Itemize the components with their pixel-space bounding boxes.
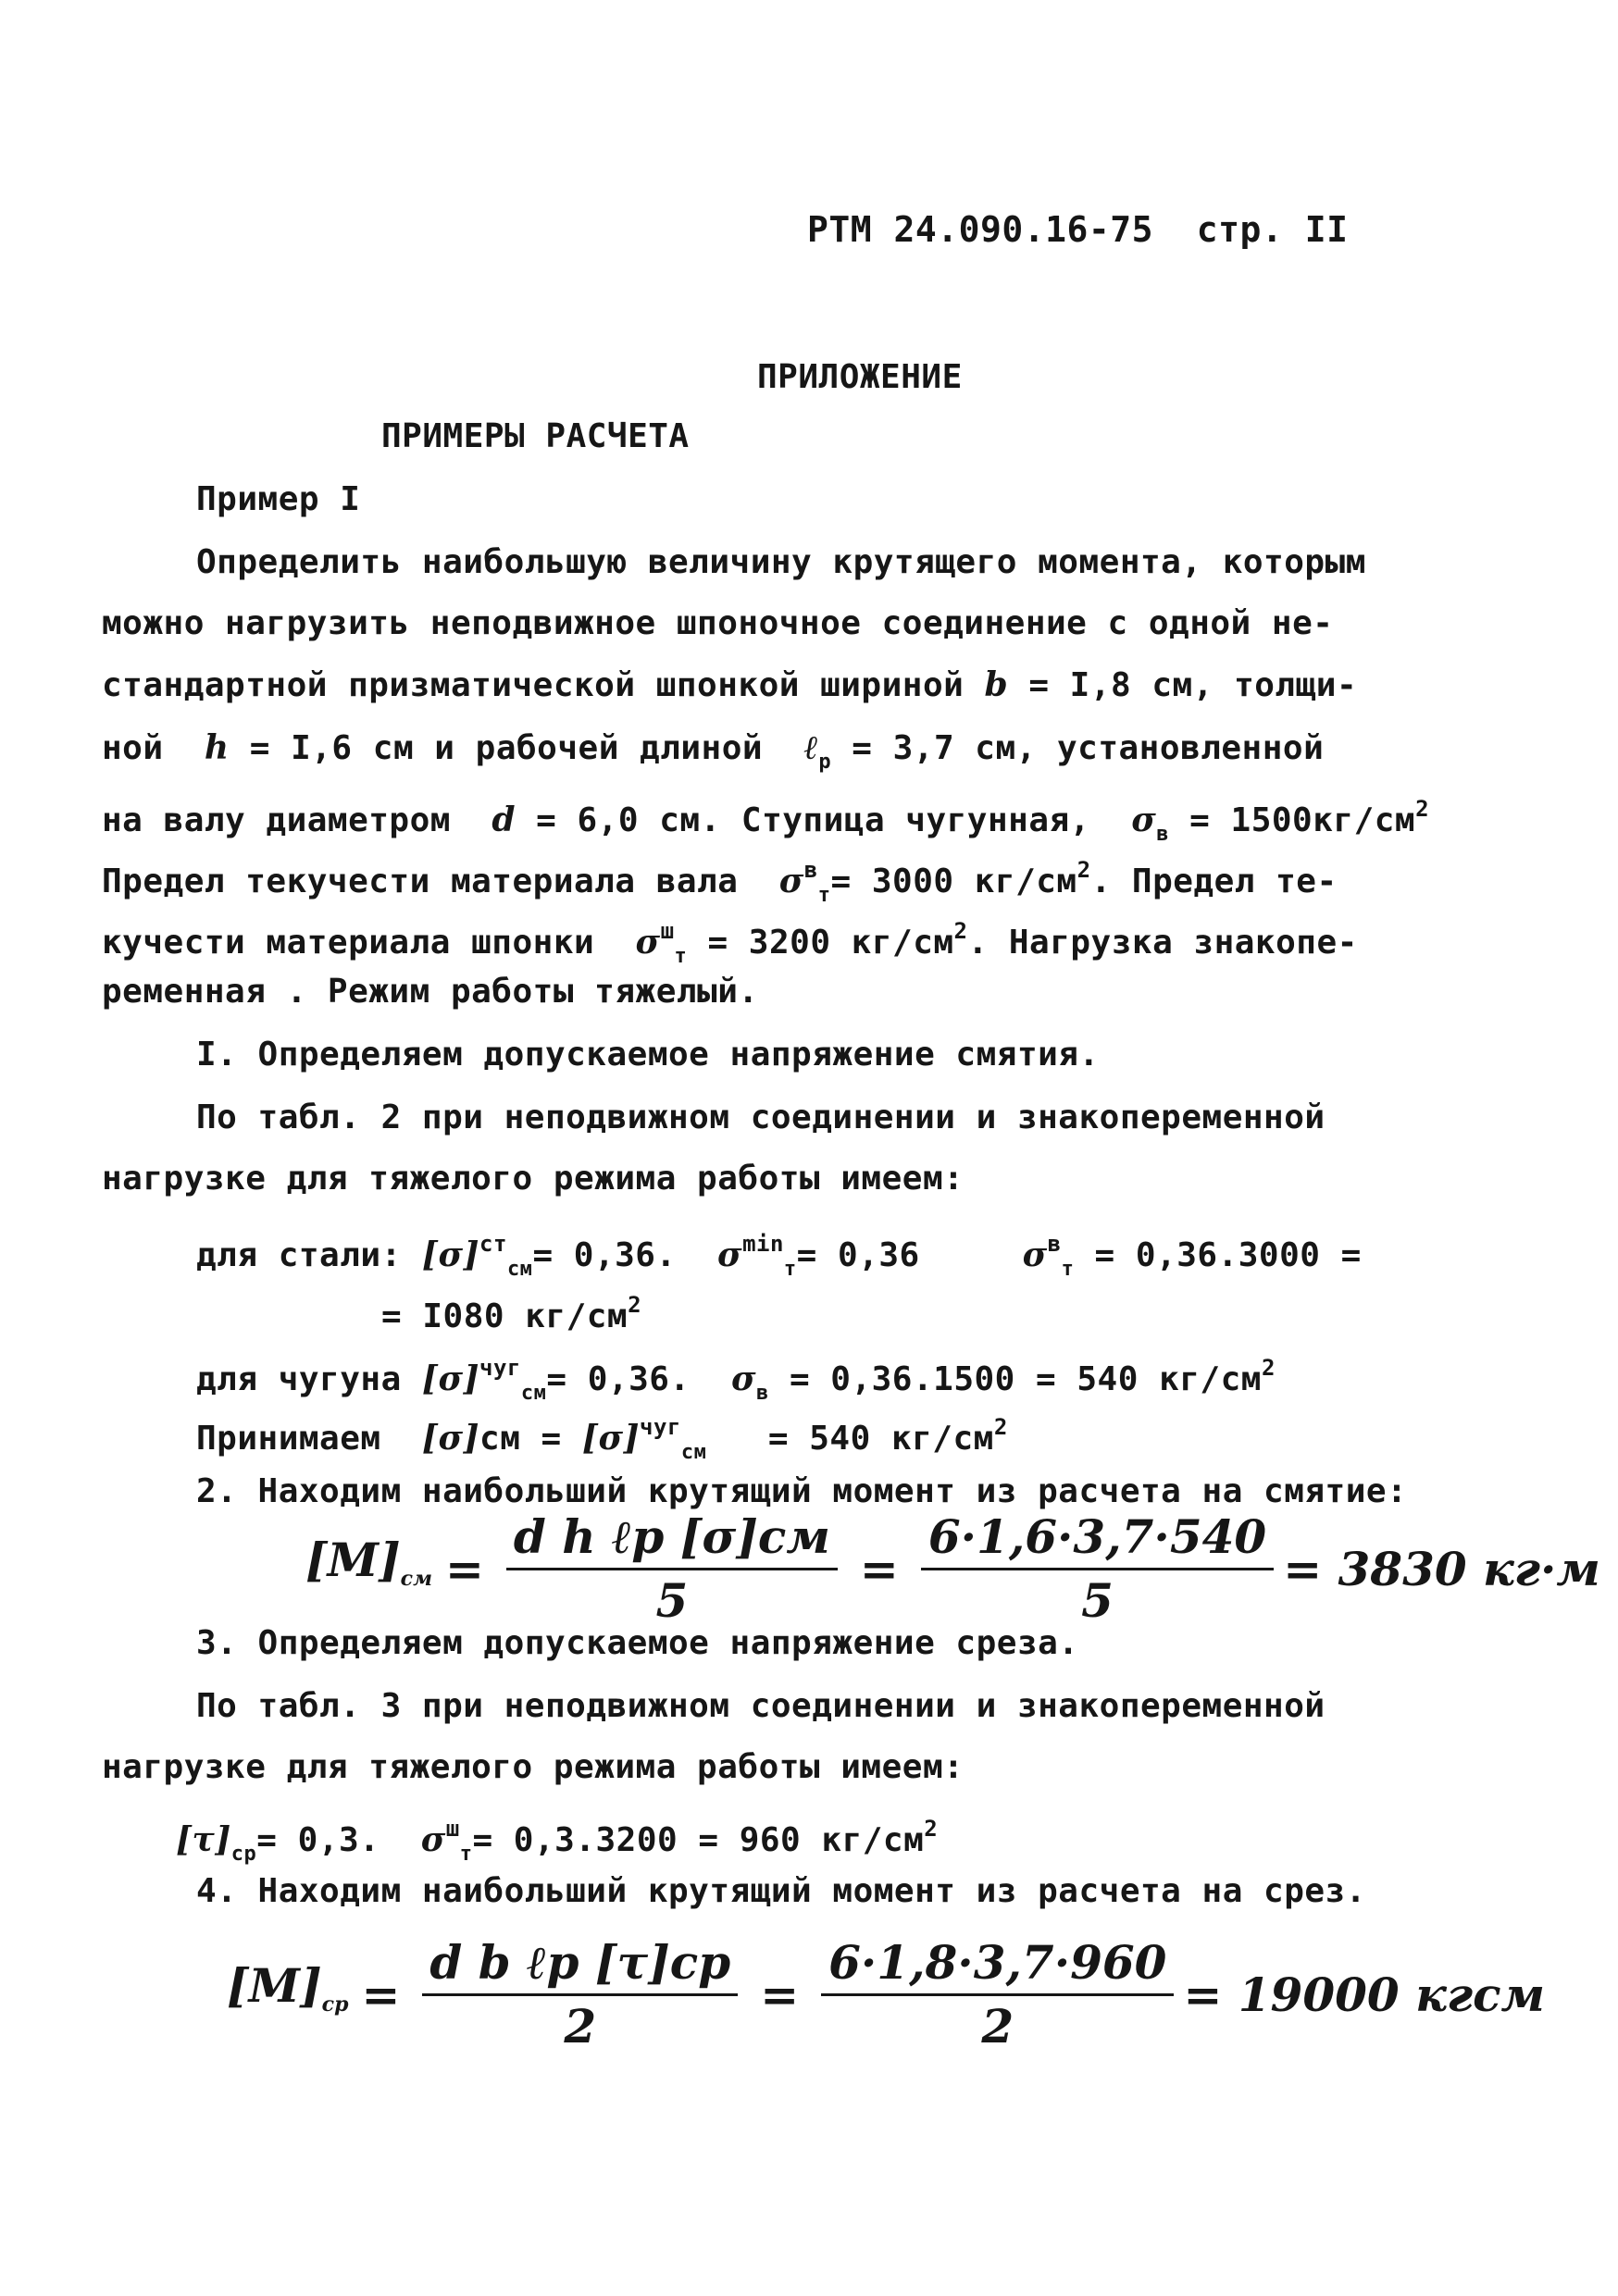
step4-title: 4. Находим наибольший крутящий момент из расчета на срез.	[196, 1872, 1366, 1910]
step1-line-2: нагрузке для тяжелого режима работы имеем:	[102, 1160, 965, 1198]
problem-line-5: на валу диаметром d = 6,0 см. Ступица чугунная, $\sigma_в = 1500кг/см^2$	[102, 796, 1430, 846]
step1-steel-line: для стали: $[\sigma]^{ст}_{см}= 0,36$. $\sigma^{min}_т= 0,36$ $\sigma^в_т = 0,36.3000$ =	[196, 1231, 1362, 1281]
step2-formula	[305, 1510, 1600, 1628]
step2-result: = 3830 кг·м	[1283, 1541, 1600, 1596]
section-title: ПРИМЕРЫ РАСЧЕТА	[381, 417, 690, 455]
problem-line-8: ременная . Режим работы тяжелый.	[102, 973, 759, 1011]
step3-line-1: По табл. 3 при неподвижном соединении и знакопеременной	[196, 1687, 1326, 1725]
step4-result: = 19000 кгсм	[1183, 1967, 1546, 2022]
step3-title: 3. Определяем допускаемое напряжение среза.	[196, 1624, 1079, 1662]
equals-sign: =	[859, 1541, 899, 1596]
step4-formula	[227, 1936, 1545, 2054]
example-title: Пример I	[196, 480, 361, 518]
problem-line-1: Определить наибольшую величину крутящего момента, которым	[196, 543, 1366, 581]
step2-fraction-numeric: $\frac{6\cdot 1,6\cdot 3,7\cdot 540}{5}$	[921, 1510, 1274, 1628]
equals-sign: =	[444, 1541, 484, 1596]
problem-line-6: Предел текучести материала вала $\sigma^в_т= 3000$ $кг/см^2$. Предел те-	[102, 857, 1338, 907]
appendix-title: ПРИЛОЖЕНИЕ	[757, 358, 963, 396]
problem-line-2: можно нагрузить неподвижное шпоночное соединение с одной не-	[102, 604, 1334, 642]
step2-fraction-symbolic: $\frac{\text{d h ℓр [σ]см}}{5}$	[506, 1510, 838, 1628]
step1-accept-line: Принимаем $[\sigma]см = [\sigma]^{чуг}_{см} = 540$ $кг/см^2$	[196, 1414, 1008, 1464]
problem-line-3: стандартной призматической шпонкой шириной b = I,8 см, толщи-	[102, 665, 1358, 704]
equals-sign: =	[361, 1967, 401, 2022]
document-reference: РТМ 24.090.16-75 стр. II	[807, 209, 1349, 250]
step2-lhs: $[M]_{см}$	[305, 1532, 432, 1591]
step3-line-2: нагрузке для тяжелого режима работы имеем:	[102, 1748, 965, 1786]
step1-line-1: По табл. 2 при неподвижном соединении и знакопеременной	[196, 1098, 1326, 1136]
equals-sign: =	[760, 1967, 800, 2022]
step4-fraction-symbolic: $\frac{\text{d b ℓр [τ]ср}}{2}$	[422, 1936, 738, 2054]
step1-steel-result: = I080 $кг/см^2$	[381, 1292, 642, 1335]
step1-title: I. Определяем допускаемое напряжение смятия.	[196, 1036, 1100, 1074]
step3-formula: $[\tau]_{ср}= 0,3$. $\sigma^ш_т= 0,3.3200 = 960$ $кг/см^2$	[176, 1816, 939, 1866]
step2-title: 2. Находим наибольший крутящий момент из расчета на смятие:	[196, 1472, 1408, 1510]
step4-lhs: $[M]_{ср}$	[227, 1957, 349, 2017]
problem-line-4: ной h = I,6 см и рабочей длиной ℓ$_р$ = 3,7 см, установленной	[102, 728, 1325, 774]
step4-fraction-numeric: $\frac{6\cdot 1,8\cdot 3,7\cdot 960}{2}$	[821, 1936, 1174, 2054]
step1-iron-line: для чугуна $[\sigma]^{чуг}_{см}= 0,36$. $\sigma_в = 0,36.1500 = 540$ $кг/см^2$	[196, 1355, 1276, 1405]
problem-line-7: кучести материала шпонки $\sigma^ш_т = 3200$ $кг/см^2$. Нагрузка знакопе-	[102, 918, 1358, 968]
